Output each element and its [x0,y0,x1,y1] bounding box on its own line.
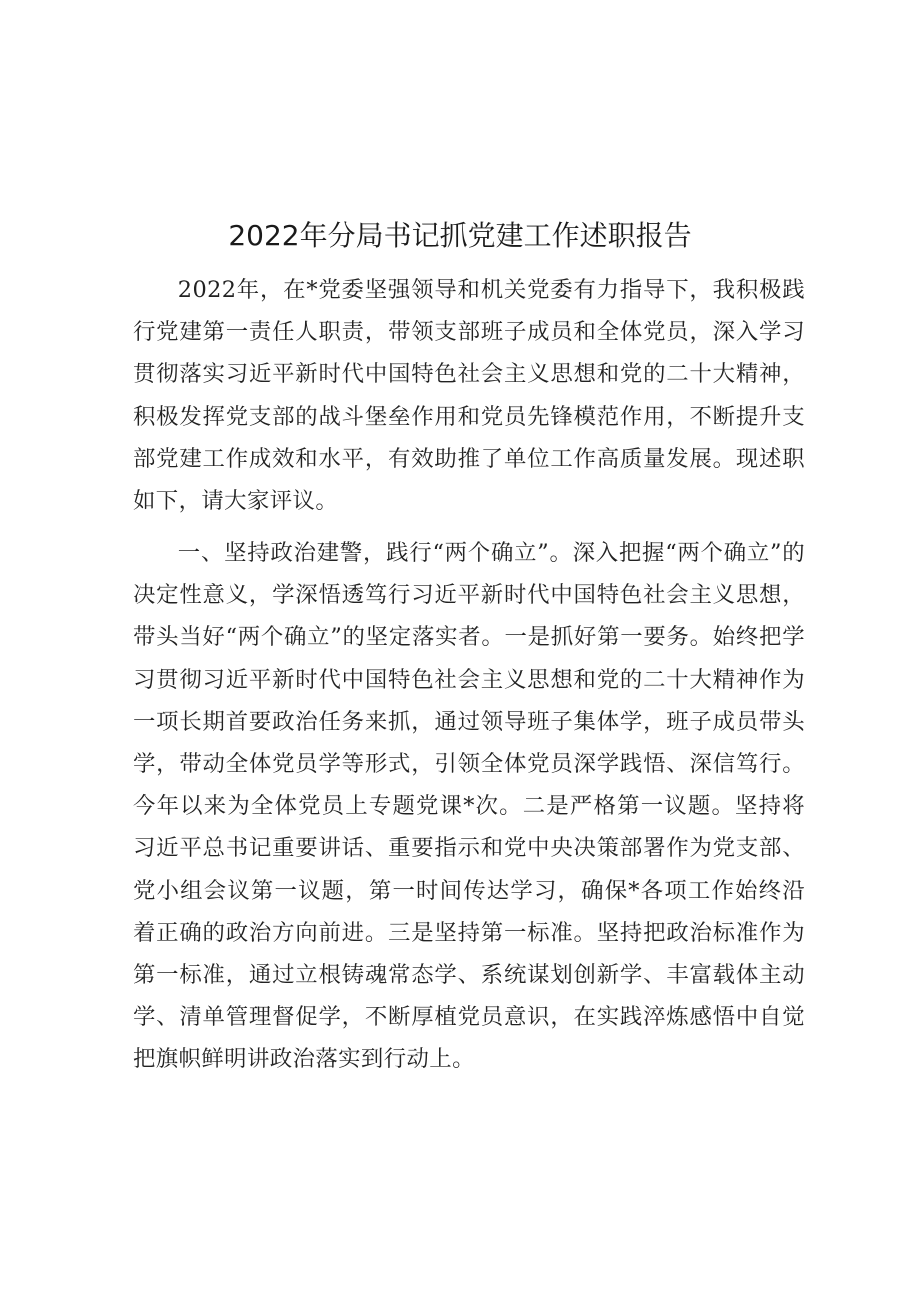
paragraph-section-1: 一、坚持政治建警，践行“两个确立”。深入把握“两个确立”的决定性意义，学深悟透笃行习近平新时代中国特色社会主义思想，带头当好“两个确立”的坚定落实者。一是抓好第一要务。始终把学习贯彻习近平新时代中国特色社会主义思想和党的二十大精神作为一项长期首要政治任务来抓，通过领导班子集体学，班子成员带头学，带动全体党员学等形式，引领全体党员深学践悟、深信笃行。今年以来为全体党员上专题党课*次。二是严格第一议题。坚持将习近平总书记重要讲话、重要指示和党中央决策部署作为党支部、党小组会议第一议题，第一时间传达学习，确保*各项工作始终沿着正确的政治方向前进。三是坚持第一标准。坚持把政治标准作为第一标准，通过立根铸魂常态学、系统谋划创新学、丰富载体主动学、清单管理督促学，不断厚植党员意识，在实践淬炼感悟中自觉把旗帜鲜明讲政治落实到行动上。 [133,540,805,1073]
paragraph-intro: 2022年，在*党委坚强领导和机关党委有力指导下，我积极践行党建第一责任人职责，带领支部班子成员和全体党员，深入学习贯彻落实习近平新时代中国特色社会主义思想和党的二十大精神，积极发挥党支部的战斗堡垒作用和党员先锋模范作用，不断提升支部党建工作成效和水平，有效助推了单位工作高质量发展。现述职如下，请大家评议。 [133,277,805,515]
document-title: 2022年分局书记抓党建工作述职报告 [228,219,692,252]
